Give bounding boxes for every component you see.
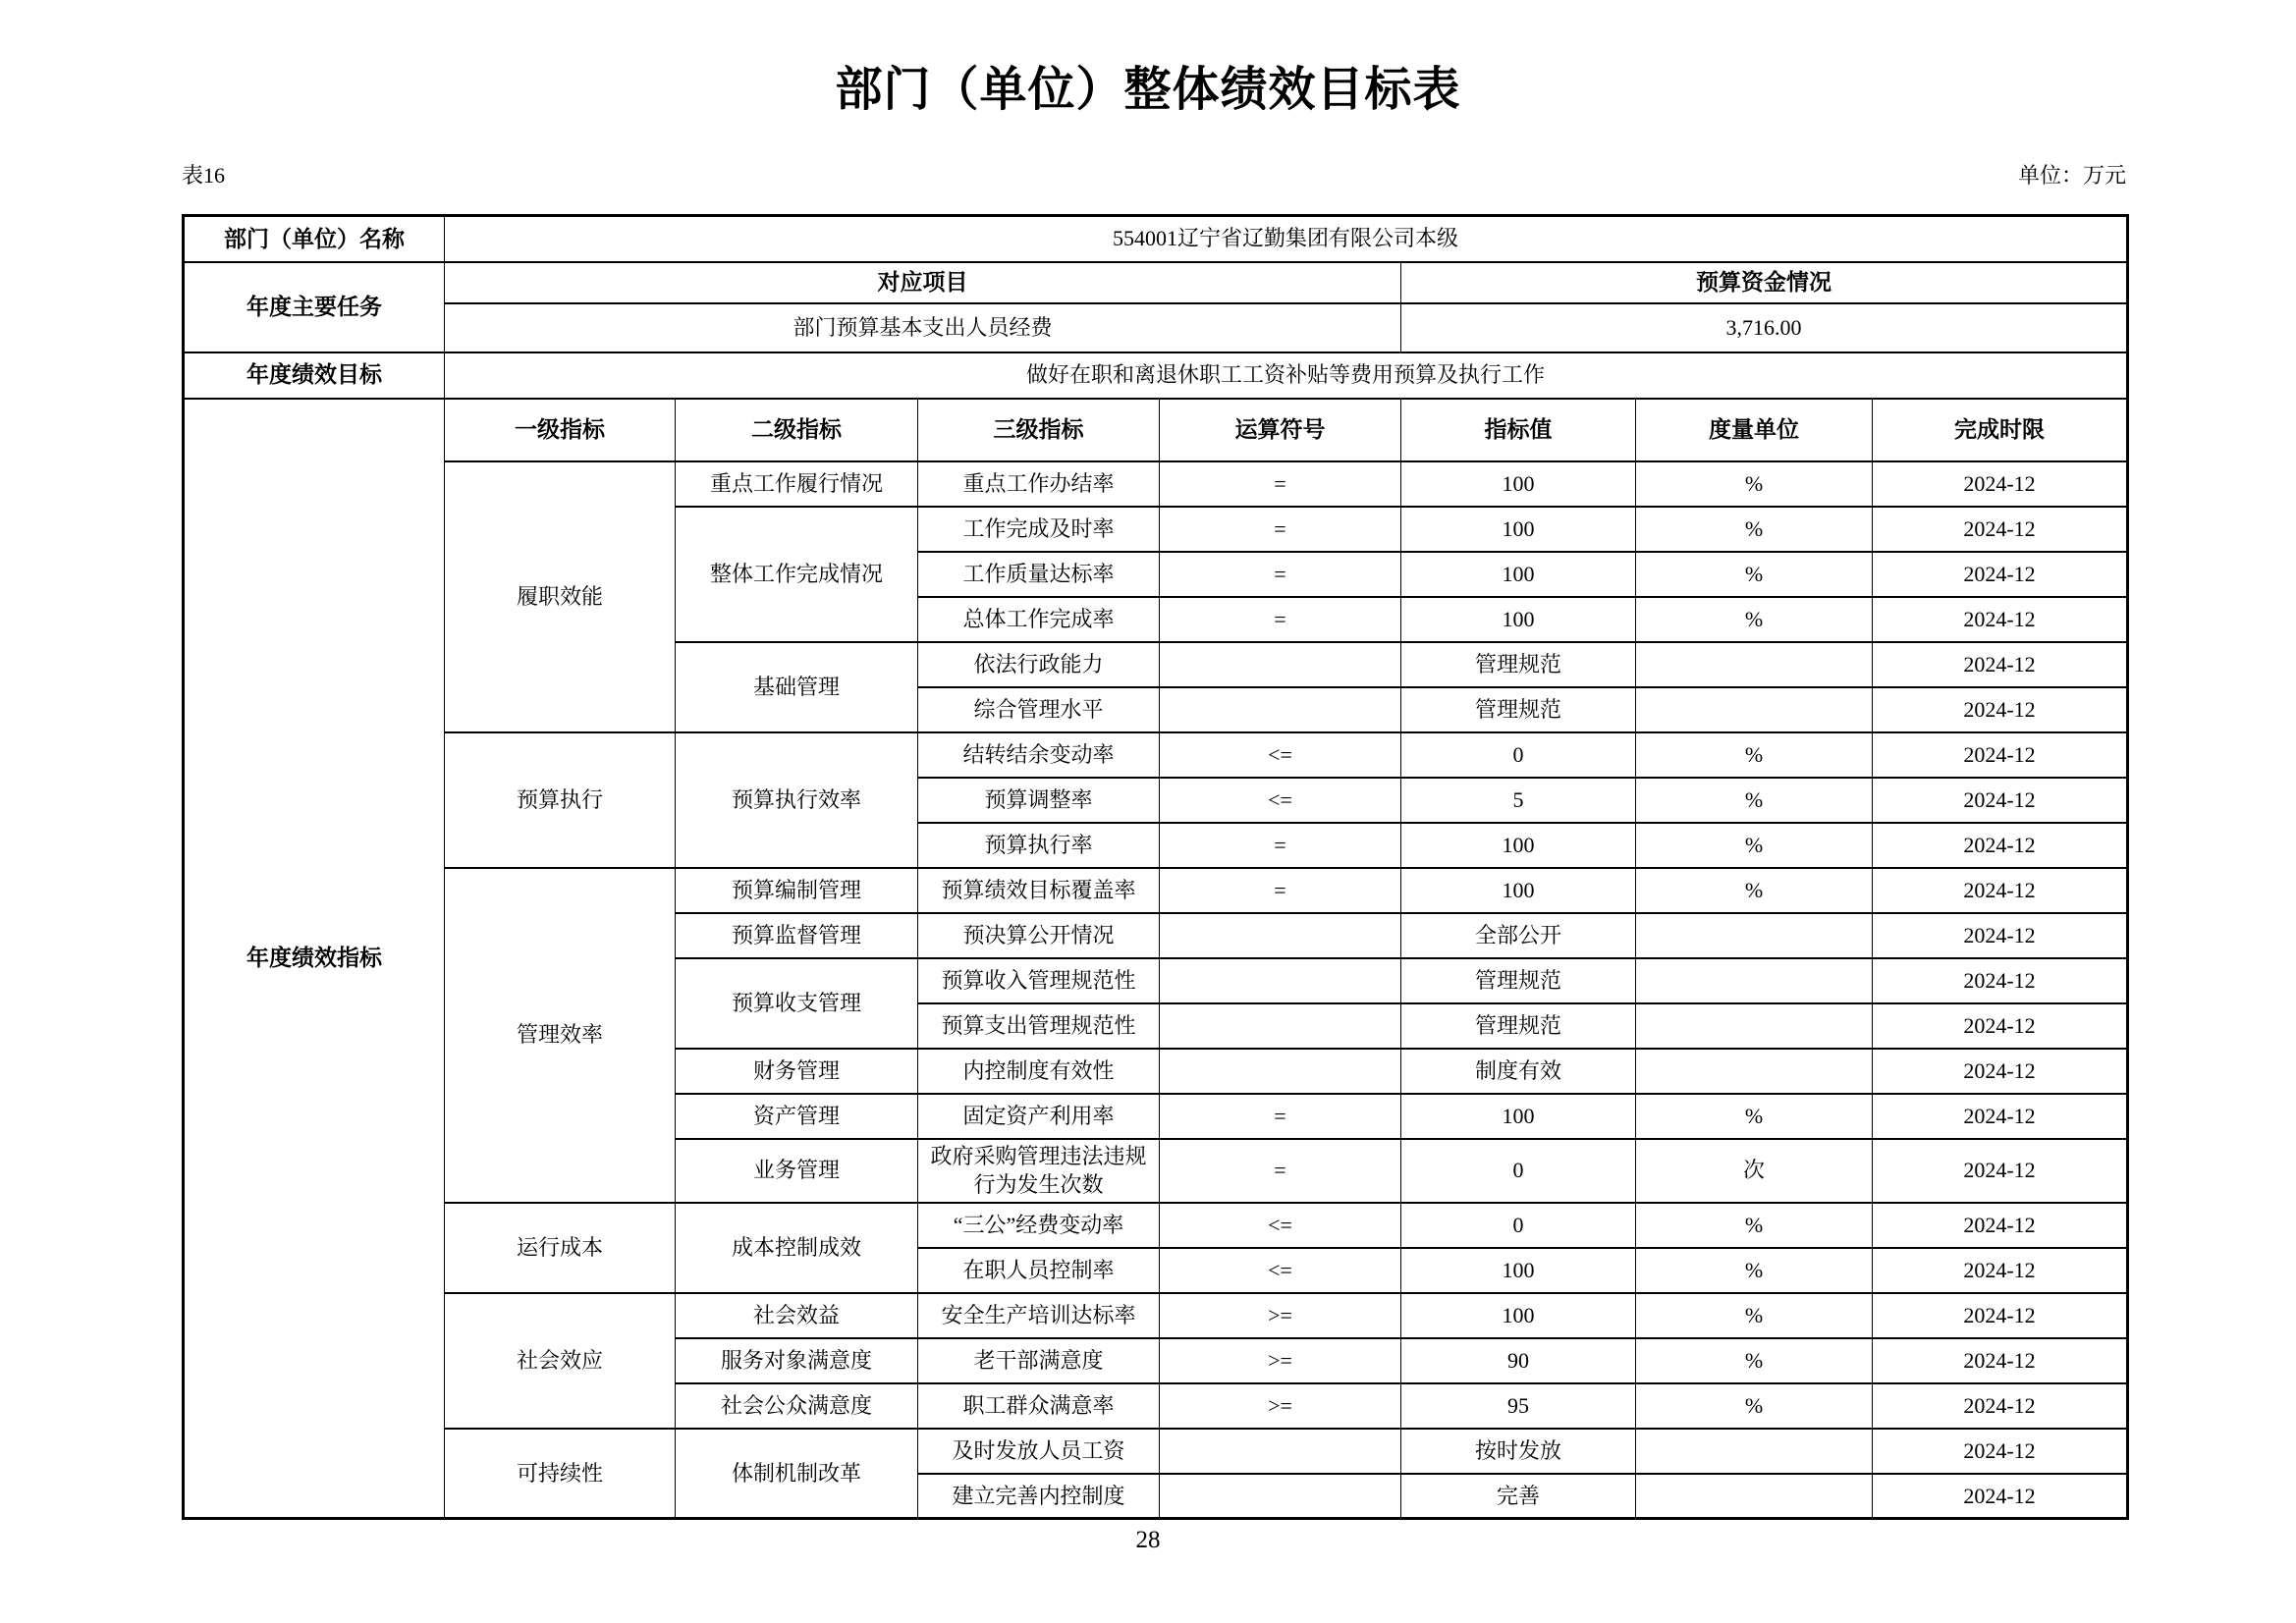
- value-cell: 0: [1401, 1203, 1636, 1248]
- value-cell: 0: [1401, 1139, 1636, 1203]
- value-cell: 0: [1401, 732, 1636, 778]
- l3-cell: 预算收入管理规范性: [918, 958, 1160, 1003]
- project-header: 对应项目: [445, 262, 1401, 303]
- l2-cell: 重点工作履行情况: [676, 461, 918, 507]
- l2-cell: 预算编制管理: [676, 868, 918, 913]
- op-cell: >=: [1160, 1338, 1401, 1383]
- l1-cell: 预算执行: [445, 732, 676, 868]
- deadline-cell: 2024-12: [1873, 687, 2128, 732]
- unit-cell: %: [1636, 1248, 1873, 1293]
- indicator-section-label: 年度绩效指标: [184, 399, 445, 1519]
- l3-cell: 政府采购管理违法违规行为发生次数: [918, 1139, 1160, 1203]
- page-title: 部门（单位）整体绩效目标表: [835, 64, 1461, 116]
- l1-cell: 履职效能: [445, 461, 676, 732]
- unit-label: 单位：万元: [2017, 163, 2126, 188]
- value-cell: 按时发放: [1401, 1429, 1636, 1474]
- unit-cell: 次: [1636, 1139, 1873, 1203]
- l3-cell: 重点工作办结率: [918, 461, 1160, 507]
- deadline-cell: 2024-12: [1873, 1429, 2128, 1474]
- value-cell: 全部公开: [1401, 913, 1636, 958]
- op-cell: [1160, 1429, 1401, 1474]
- meta-row: [182, 159, 2126, 189]
- l1-cell: 社会效应: [445, 1293, 676, 1429]
- l3-cell: 依法行政能力: [918, 642, 1160, 687]
- dept-name-row: [184, 216, 2128, 262]
- l3-cell: 预决算公开情况: [918, 913, 1160, 958]
- value-cell: 管理规范: [1401, 687, 1636, 732]
- value-cell: 90: [1401, 1338, 1636, 1383]
- value-cell: 100: [1401, 1094, 1636, 1139]
- op-cell: [1160, 1003, 1401, 1049]
- indicator-row: [184, 461, 2128, 507]
- unit-cell: %: [1636, 1338, 1873, 1383]
- unit-cell: %: [1636, 552, 1873, 597]
- l3-cell: 总体工作完成率: [918, 597, 1160, 642]
- deadline-cell: 2024-12: [1873, 1293, 2128, 1338]
- deadline-cell: 2024-12: [1873, 913, 2128, 958]
- deadline-cell: 2024-12: [1873, 461, 2128, 507]
- indicator-row: [184, 1429, 2128, 1474]
- l2-cell: 预算执行效率: [676, 732, 918, 868]
- col-header-unit: 度量单位: [1636, 399, 1873, 461]
- value-cell: 完善: [1401, 1474, 1636, 1519]
- page-number: 28: [1135, 1527, 1161, 1553]
- l2-cell: 社会效益: [676, 1293, 918, 1338]
- unit-cell: [1636, 958, 1873, 1003]
- l2-cell: 服务对象满意度: [676, 1338, 918, 1383]
- col-header-l3: 三级指标: [918, 399, 1160, 461]
- deadline-cell: 2024-12: [1873, 552, 2128, 597]
- col-header-deadline: 完成时限: [1873, 399, 2128, 461]
- l2-cell: 业务管理: [676, 1139, 918, 1203]
- indicator-row: [184, 732, 2128, 778]
- value-cell: 100: [1401, 597, 1636, 642]
- op-cell: >=: [1160, 1293, 1401, 1338]
- unit-cell: %: [1636, 461, 1873, 507]
- unit-cell: %: [1636, 1293, 1873, 1338]
- deadline-cell: 2024-12: [1873, 1094, 2128, 1139]
- deadline-cell: 2024-12: [1873, 823, 2128, 868]
- l2-cell: 社会公众满意度: [676, 1383, 918, 1429]
- indicator-row: [184, 1293, 2128, 1338]
- op-cell: =: [1160, 868, 1401, 913]
- unit-cell: %: [1636, 507, 1873, 552]
- l3-cell: 结转结余变动率: [918, 732, 1160, 778]
- l2-cell: 资产管理: [676, 1094, 918, 1139]
- op-cell: <=: [1160, 778, 1401, 823]
- op-cell: [1160, 913, 1401, 958]
- l3-cell: 预算调整率: [918, 778, 1160, 823]
- value-cell: 100: [1401, 507, 1636, 552]
- value-cell: 管理规范: [1401, 958, 1636, 1003]
- l3-cell: 综合管理水平: [918, 687, 1160, 732]
- annual-goal-value: 做好在职和离退休职工工资补贴等费用预算及执行工作: [445, 352, 2128, 399]
- deadline-cell: 2024-12: [1873, 1049, 2128, 1094]
- task-header-row: [184, 262, 2128, 303]
- value-cell: 100: [1401, 868, 1636, 913]
- deadline-cell: 2024-12: [1873, 1474, 2128, 1519]
- unit-cell: [1636, 1049, 1873, 1094]
- unit-cell: [1636, 913, 1873, 958]
- deadline-cell: 2024-12: [1873, 1383, 2128, 1429]
- deadline-cell: 2024-12: [1873, 1139, 2128, 1203]
- value-cell: 100: [1401, 1248, 1636, 1293]
- project-value: 部门预算基本支出人员经费: [445, 303, 1401, 352]
- l2-cell: 整体工作完成情况: [676, 507, 918, 642]
- l3-cell: 工作质量达标率: [918, 552, 1160, 597]
- op-cell: =: [1160, 597, 1401, 642]
- deadline-cell: 2024-12: [1873, 1338, 2128, 1383]
- l3-cell: “三公”经费变动率: [918, 1203, 1160, 1248]
- unit-cell: %: [1636, 732, 1873, 778]
- budget-header: 预算资金情况: [1401, 262, 2128, 303]
- deadline-cell: 2024-12: [1873, 507, 2128, 552]
- deadline-cell: 2024-12: [1873, 1003, 2128, 1049]
- l3-cell: 预算执行率: [918, 823, 1160, 868]
- op-cell: =: [1160, 823, 1401, 868]
- indicator-header-row: [184, 399, 2128, 461]
- indicator-row: [184, 1203, 2128, 1248]
- op-cell: <=: [1160, 732, 1401, 778]
- l2-cell: 基础管理: [676, 642, 918, 732]
- value-cell: 100: [1401, 552, 1636, 597]
- value-cell: 管理规范: [1401, 642, 1636, 687]
- unit-cell: %: [1636, 1094, 1873, 1139]
- l3-cell: 老干部满意度: [918, 1338, 1160, 1383]
- l2-cell: 预算收支管理: [676, 958, 918, 1049]
- op-cell: [1160, 1474, 1401, 1519]
- op-cell: <=: [1160, 1248, 1401, 1293]
- performance-target-table: [182, 214, 2129, 1520]
- annual-task-label: 年度主要任务: [184, 262, 445, 352]
- op-cell: [1160, 958, 1401, 1003]
- l2-cell: 预算监督管理: [676, 913, 918, 958]
- deadline-cell: 2024-12: [1873, 1203, 2128, 1248]
- op-cell: =: [1160, 552, 1401, 597]
- l2-cell: 财务管理: [676, 1049, 918, 1094]
- budget-value: 3,716.00: [1401, 303, 2128, 352]
- op-cell: [1160, 1049, 1401, 1094]
- unit-cell: [1636, 1003, 1873, 1049]
- indicator-row: [184, 868, 2128, 913]
- deadline-cell: 2024-12: [1873, 958, 2128, 1003]
- deadline-cell: 2024-12: [1873, 597, 2128, 642]
- unit-cell: [1636, 1474, 1873, 1519]
- op-cell: [1160, 687, 1401, 732]
- deadline-cell: 2024-12: [1873, 732, 2128, 778]
- l1-cell: 可持续性: [445, 1429, 676, 1519]
- unit-cell: [1636, 687, 1873, 732]
- l3-cell: 预算绩效目标覆盖率: [918, 868, 1160, 913]
- unit-cell: [1636, 642, 1873, 687]
- value-cell: 100: [1401, 1293, 1636, 1338]
- task-value-row: [184, 303, 2128, 352]
- unit-cell: [1636, 1429, 1873, 1474]
- deadline-cell: 2024-12: [1873, 778, 2128, 823]
- l3-cell: 预算支出管理规范性: [918, 1003, 1160, 1049]
- deadline-cell: 2024-12: [1873, 868, 2128, 913]
- table-number-label: 表16: [182, 163, 226, 188]
- l3-cell: 建立完善内控制度: [918, 1474, 1160, 1519]
- l3-cell: 在职人员控制率: [918, 1248, 1160, 1293]
- unit-cell: %: [1636, 1203, 1873, 1248]
- unit-cell: %: [1636, 1383, 1873, 1429]
- col-header-value: 指标值: [1401, 399, 1636, 461]
- col-header-l1: 一级指标: [445, 399, 676, 461]
- value-cell: 制度有效: [1401, 1049, 1636, 1094]
- l2-cell: 成本控制成效: [676, 1203, 918, 1293]
- value-cell: 100: [1401, 461, 1636, 507]
- unit-cell: %: [1636, 868, 1873, 913]
- op-cell: [1160, 642, 1401, 687]
- value-cell: 管理规范: [1401, 1003, 1636, 1049]
- l3-cell: 内控制度有效性: [918, 1049, 1160, 1094]
- value-cell: 95: [1401, 1383, 1636, 1429]
- op-cell: >=: [1160, 1383, 1401, 1429]
- dept-name-label: 部门（单位）名称: [184, 216, 445, 262]
- col-header-l2: 二级指标: [676, 399, 918, 461]
- op-cell: =: [1160, 1139, 1401, 1203]
- op-cell: =: [1160, 507, 1401, 552]
- goal-row: [184, 352, 2128, 399]
- l1-cell: 运行成本: [445, 1203, 676, 1293]
- unit-cell: %: [1636, 597, 1873, 642]
- unit-cell: %: [1636, 778, 1873, 823]
- l1-cell: 管理效率: [445, 868, 676, 1203]
- op-cell: <=: [1160, 1203, 1401, 1248]
- unit-cell: %: [1636, 823, 1873, 868]
- l3-cell: 固定资产利用率: [918, 1094, 1160, 1139]
- value-cell: 100: [1401, 823, 1636, 868]
- l3-cell: 工作完成及时率: [918, 507, 1160, 552]
- op-cell: =: [1160, 461, 1401, 507]
- deadline-cell: 2024-12: [1873, 642, 2128, 687]
- op-cell: =: [1160, 1094, 1401, 1139]
- l2-cell: 体制机制改革: [676, 1429, 918, 1519]
- annual-goal-label: 年度绩效目标: [184, 352, 445, 399]
- l3-cell: 及时发放人员工资: [918, 1429, 1160, 1474]
- value-cell: 5: [1401, 778, 1636, 823]
- dept-name-value: 554001辽宁省辽勤集团有限公司本级: [445, 216, 2128, 262]
- l3-cell: 职工群众满意率: [918, 1383, 1160, 1429]
- deadline-cell: 2024-12: [1873, 1248, 2128, 1293]
- col-header-operator: 运算符号: [1160, 399, 1401, 461]
- l3-cell: 安全生产培训达标率: [918, 1293, 1160, 1338]
